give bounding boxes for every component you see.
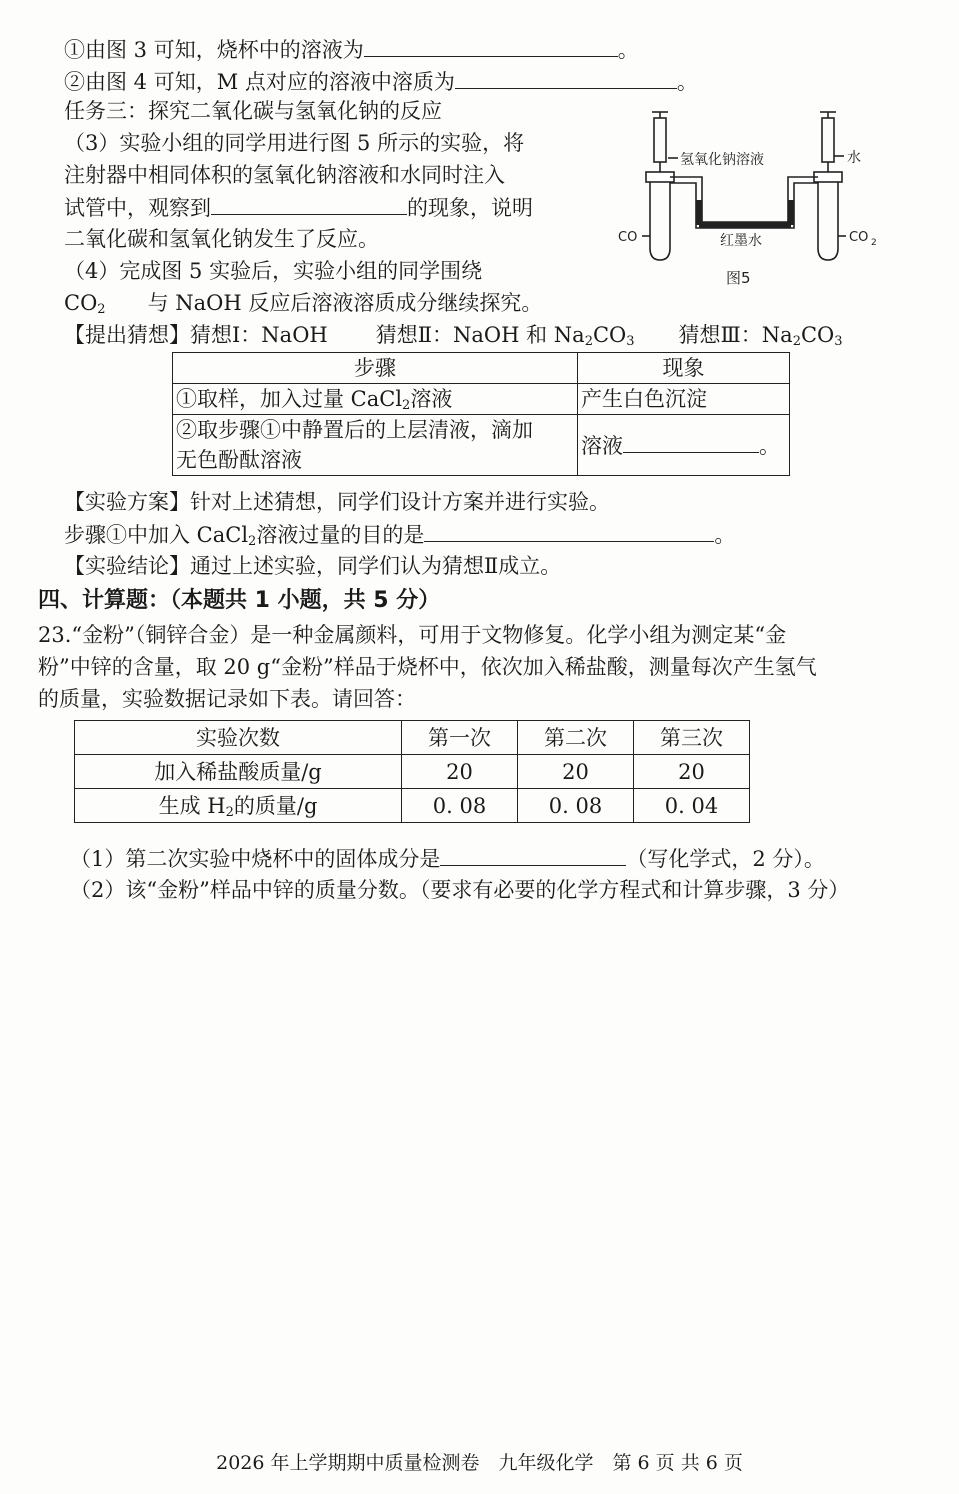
table-header: 第三次 [634,721,750,755]
label-red-ink: 红墨水 [720,233,762,249]
experiment-steps-table [172,352,790,476]
task3-p4-line1: （4）完成图 5 实验后，实验小组的同学围绕 [64,259,483,283]
left-test-tube [650,176,670,260]
answer-blank-2[interactable] [455,66,677,89]
q23-line3: 的质量，实验数据记录如下表。请回答： [38,687,416,711]
hypothesis-line: 【提出猜想】猜想Ⅰ：NaOH 猜想Ⅱ：NaOH 和 $Na_2CO_3$ 猜想Ⅲ：$Na_2CO_3$ [64,323,843,349]
answer-blank-5[interactable] [424,519,714,542]
answer-blank-4[interactable] [623,430,759,453]
row-label: 加入稀盐酸质量/g [75,755,402,789]
task3-p3-line4: 二氧化碳和氢氧化钠发生了反应。 [64,227,379,251]
task3-p4-line2: $CO_2$ 与 NaOH 反应后溶液溶质成分继续探究。 [64,291,543,317]
row1-step: ①取样，加入过量 CaCl$_2$溶液 [173,384,578,415]
q23-line1: 23.“金粉”（铜锌合金）是一种金属颜料，可用于文物修复。化学小组为测定某“金 [38,623,787,647]
table-cell: 20 [402,755,518,789]
label-co2-right-sub: 2 [871,238,877,248]
plan-line: 【实验方案】针对上述猜想，同学们设计方案并进行实验。 [64,490,610,514]
header-step: 步骤 [173,353,578,384]
table-cell: 0. 04 [634,789,750,823]
answer-blank-3[interactable] [211,192,407,215]
right-syringe [822,118,834,162]
table-cell: 0. 08 [402,789,518,823]
task3-p3-line1: （3）实验小组的同学用进行图 5 所示的实验，将 [64,131,525,155]
label-water: 水 [847,150,861,166]
task3-p3-line2: 注射器中相同体积的氢氧化钠溶液和水同时注入 [64,163,505,187]
q23-data-table [74,720,750,823]
purpose-line: 步骤①中加入 CaCl$_2$溶液过量的目的是 。 [64,519,735,550]
q23-sub2: （2）该“金粉”样品中锌的质量分数。（要求有必要的化学方程式和计算步骤，3 分） [70,878,850,902]
section-4-title: 四、计算题：（本题共 1 小题，共 5 分） [38,588,441,613]
figure-caption: 图5 [726,269,751,287]
answer-blank-6[interactable] [440,843,626,866]
table-header: 第一次 [402,721,518,755]
task3-p3-line3: 试管中，观察到 的现象，说明 [64,192,533,223]
answer-blank-1[interactable] [364,34,618,57]
q23-line2: 粉”中锌的含量，取 20 g“金粉”样品于烧杯中，依次加入稀盐酸，测量每次产生氢气 [38,655,817,679]
row1-phenomenon: 产生白色沉淀 [578,384,790,415]
row2-step: ②取步骤①中静置后的上层清液，滴加 无色酚酞溶液 [173,415,578,476]
table-row [75,755,750,789]
question-line-2: ②由图 4 可知，M 点对应的溶液中溶质为 。 [64,66,698,97]
row2-phenomenon: 溶液 。 [578,415,790,476]
page-footer: 2026 年上学期期中质量检测卷 九年级化学 第 6 页 共 6 页 [216,1452,743,1474]
table-cell: 0. 08 [518,789,634,823]
table-header: 实验次数 [75,721,402,755]
header-phenomenon: 现象 [578,353,790,384]
label-co2-left: CO [618,230,638,245]
question-line-1: ①由图 3 可知，烧杯中的溶液为 。 [64,34,639,65]
row-label: 生成 $H_2$的质量/g [75,789,402,823]
table-row [75,789,750,823]
conclusion-line: 【实验结论】通过上述实验，同学们认为猜想Ⅱ成立。 [64,554,562,578]
table-cell: 20 [518,755,634,789]
task3-title: 任务三：探究二氧化碳与氢氧化钠的反应 [64,99,442,123]
q23-sub1: （1）第二次实验中烧杯中的固体成分是 （写化学式，2 分）。 [70,843,825,874]
label-co2-right: CO [849,230,869,245]
table-cell: 20 [634,755,750,789]
table-header: 第二次 [518,721,634,755]
label-naoh-solution: 氢氧化钠溶液 [680,152,764,168]
left-syringe [654,118,666,162]
figure-5-apparatus [612,110,877,290]
right-test-tube [818,176,838,260]
